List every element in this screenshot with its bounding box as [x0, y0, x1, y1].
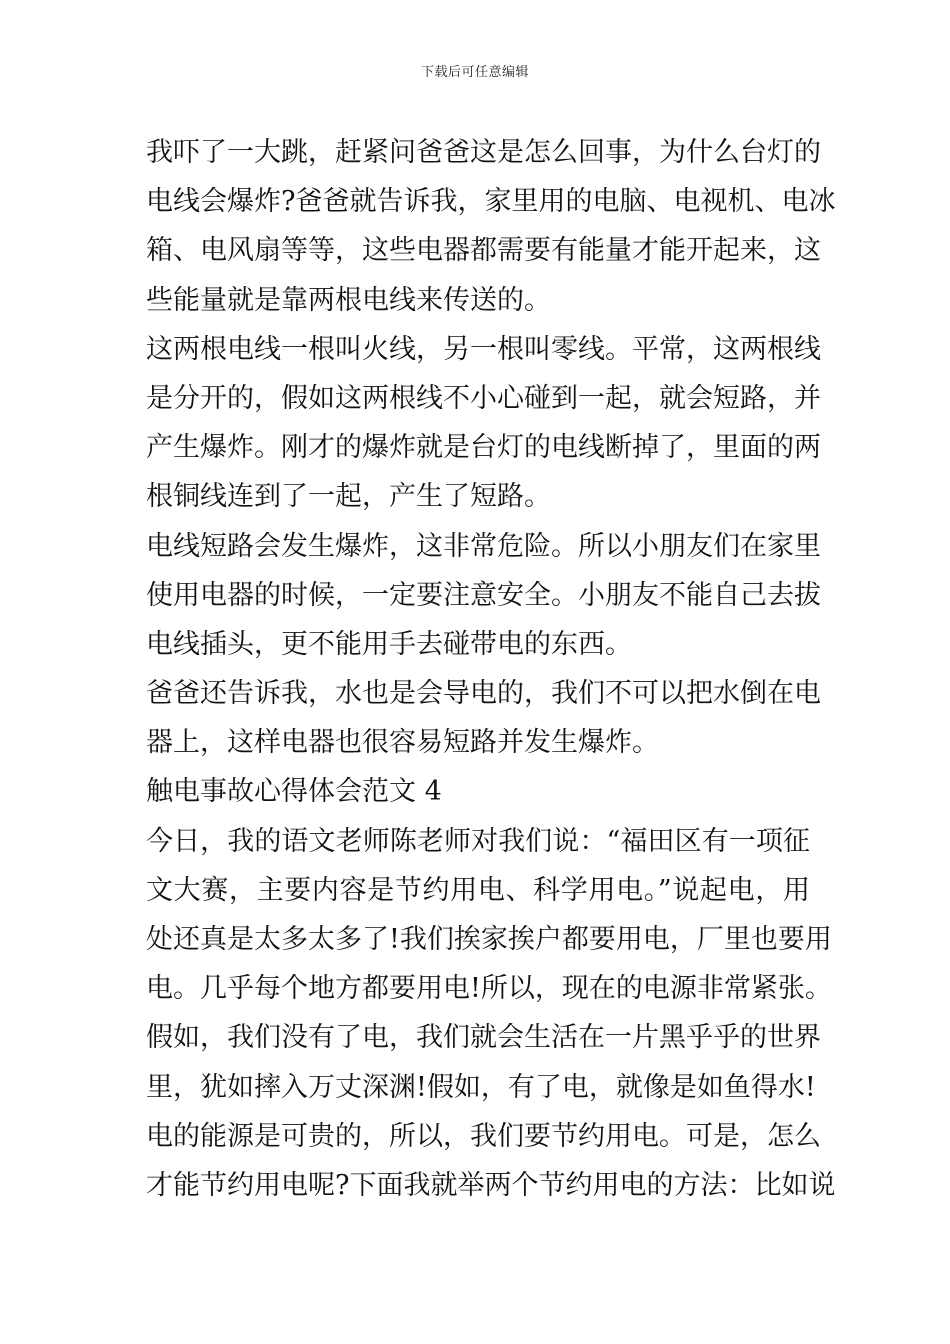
text-line: 产生爆炸。刚才的爆炸就是台灯的电线断掉了，里面的两	[146, 432, 821, 464]
text-line: 电线会爆炸?爸爸就告诉我，家里用的电脑、电视机、电冰	[146, 186, 836, 218]
text-line: 器上，这样电器也很容易短路并发生爆炸。	[146, 727, 659, 759]
text-line: 箱、电风扇等等，这些电器都需要有能量才能开起来，这	[146, 235, 821, 267]
text-line: 电。几乎每个地方都要用电!所以，现在的电源非常紧张。	[146, 973, 832, 1005]
paragraph-5	[146, 817, 832, 1014]
text-line: 假如，我们没有了电，我们就会生活在一片黑乎乎的世界	[146, 1022, 821, 1054]
document-body	[146, 128, 836, 1210]
text-line: 电线插头，更不能用手去碰带电的东西。	[146, 628, 632, 660]
paragraph-1	[146, 128, 836, 325]
text-line: 电的能源是可贵的，所以，我们要节约用电。可是，怎么	[146, 1120, 821, 1152]
text-line: 文大赛，主要内容是节约用电、科学用电。”说起电，用	[146, 874, 810, 906]
paragraph-3	[146, 522, 821, 670]
text-line: 这两根电线一根叫火线，另一根叫零线。平常，这两根线	[146, 333, 821, 365]
text-line: 电线短路会发生爆炸，这非常危险。所以小朋友们在家里	[146, 530, 821, 562]
text-line: 我吓了一大跳，赶紧问爸爸这是怎么回事，为什么台灯的	[146, 137, 821, 168]
text-line: 使用电器的时候，一定要注意安全。小朋友不能自己去拔	[146, 579, 821, 611]
text-line: 今日，我的语文老师陈老师对我们说：“福田区有一项征	[146, 825, 810, 857]
text-line: 处还真是太多太多了!我们挨家挨户都要用电，厂里也要用	[146, 924, 832, 955]
text-line: 里，犹如摔入万丈深渊!假如，有了电，就像是如鱼得水!	[146, 1071, 816, 1103]
section-heading	[146, 767, 810, 816]
paragraph-2	[146, 325, 821, 522]
text-line: 根铜线连到了一起，产生了短路。	[146, 481, 551, 513]
text-line: 才能节约用电呢?下面我就举两个节约用电的方法：比如说	[146, 1169, 836, 1201]
text-line: 些能量就是靠两根电线来传送的。	[146, 284, 551, 316]
page-header: 下载后可任意编辑	[420, 65, 529, 80]
paragraph-4	[146, 669, 821, 767]
text-line: 是分开的，假如这两根线不小心碰到一起，就会短路，并	[146, 382, 821, 414]
text-line: 爸爸还告诉我，水也是会导电的，我们不可以把水倒在电	[146, 678, 821, 710]
section-title: 触电事故心得体会范文 4	[146, 776, 442, 808]
paragraph-6	[146, 1013, 836, 1210]
